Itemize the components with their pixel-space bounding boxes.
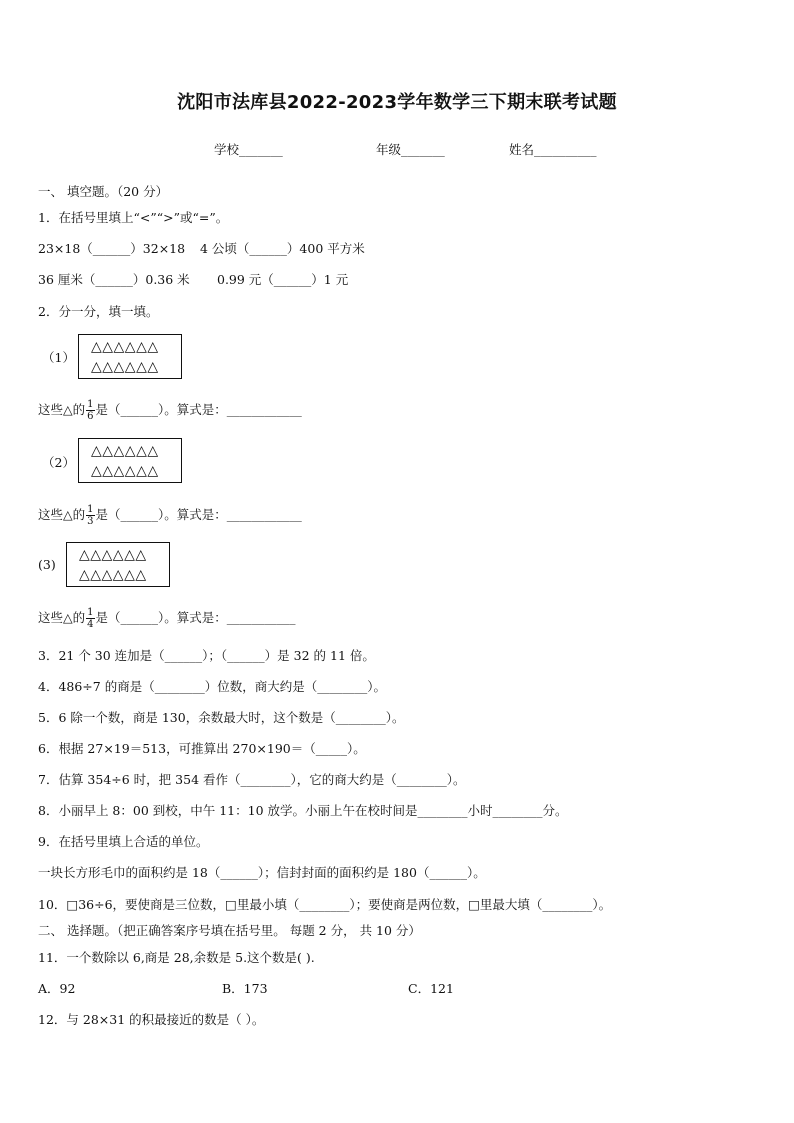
- triangle-box-3: [66, 542, 170, 587]
- part-3-question: [38, 607, 296, 630]
- part-3-label: (3): [38, 557, 56, 572]
- fraction-denominator: 3: [87, 516, 94, 527]
- fraction-suffix: 是（______）。算式是：___________: [95, 610, 296, 625]
- question-11-option-b: B．173: [222, 981, 268, 996]
- triangle-row: △△△△△△: [91, 463, 159, 479]
- school-field: 学校_______: [214, 142, 283, 157]
- question-8: 8．小丽早上 8：00 到校，中午 11：10 放学。小丽上午在校时间是________小时________分。: [38, 803, 568, 818]
- question-1-item-d: 0.99 元（______）1 元: [217, 272, 349, 287]
- part-1-label: （1）: [42, 350, 75, 365]
- question-7: 7．估算 354÷6 时，把 354 看作（________），它的商大约是（________）。: [38, 772, 466, 787]
- triangle-row: △△△△△△: [91, 443, 159, 459]
- triangle-row: △△△△△△: [91, 339, 159, 355]
- section-two-heading: 二、 选择题。（把正确答案序号填在括号里。 每题 2 分， 共 10 分）: [38, 923, 421, 938]
- fraction-denominator: 4: [87, 619, 94, 630]
- section-one-heading: 一、 填空题。（20 分）: [38, 184, 169, 199]
- triangle-box-2: [78, 438, 182, 483]
- question-12: 12．与 28×31 的积最接近的数是（ ）。: [38, 1012, 265, 1027]
- triangle-row: △△△△△△: [91, 359, 159, 375]
- fraction-numerator: 1: [87, 607, 94, 618]
- question-9-stem: 9．在括号里填上合适的单位。: [38, 834, 209, 849]
- triangle-box-1: [78, 334, 182, 379]
- question-5: 5．6 除一个数，商是 130，余数最大时，这个数是（________）。: [38, 710, 405, 725]
- fraction-numerator: 1: [87, 504, 94, 515]
- part-2-label: （2）: [42, 455, 75, 470]
- page-title: 沈阳市法库县2022-2023学年数学三下期末联考试题: [177, 92, 617, 113]
- fraction: [86, 607, 94, 630]
- question-1-item-b: 4 公顷（______）400 平方米: [200, 241, 365, 256]
- fraction-prefix: 这些△的: [38, 610, 86, 625]
- fraction-suffix: 是（______）。算式是：____________: [95, 402, 302, 417]
- question-2-stem: 2．分一分，填一填。: [38, 304, 159, 319]
- question-3: 3．21 个 30 连加是（______）；（______）是 32 的 11 倍。: [38, 648, 375, 663]
- question-11-stem: 11．一个数除以 6,商是 28,余数是 5.这个数是( ).: [38, 950, 315, 965]
- question-11-option-c: C．121: [408, 981, 454, 996]
- fraction: [86, 399, 94, 422]
- question-1-stem: 1．在括号里填上“<”“>”或“=”。: [38, 210, 229, 225]
- question-11-option-a: A．92: [38, 981, 76, 996]
- fraction: [86, 504, 94, 527]
- part-1-question: [38, 399, 302, 422]
- fraction-prefix: 这些△的: [38, 402, 86, 417]
- question-10: 10．□36÷6，要使商是三位数，□里最小填（________）；要使商是两位数，□里最大填（________）。: [38, 897, 612, 912]
- triangle-row: △△△△△△: [79, 567, 147, 583]
- question-6: 6．根据 27×19＝513，可推算出 270×190＝（_____）。: [38, 741, 366, 756]
- part-2-question: [38, 504, 302, 527]
- question-1-item-a: 23×18（______）32×18: [38, 241, 186, 256]
- fraction-numerator: 1: [87, 399, 94, 410]
- question-1-item-c: 36 厘米（______）0.36 米: [38, 272, 190, 287]
- question-9-line: 一块长方形毛巾的面积约是 18（______）；信封封面的面积约是 180（______）。: [38, 865, 486, 880]
- question-4: 4．486÷7 的商是（________）位数，商大约是（________）。: [38, 679, 386, 694]
- fraction-prefix: 这些△的: [38, 507, 86, 522]
- grade-field: 年级_______: [376, 142, 445, 157]
- name-field: 姓名__________: [509, 142, 597, 157]
- fraction-suffix: 是（______）。算式是：____________: [95, 507, 302, 522]
- triangle-row: △△△△△△: [79, 547, 147, 563]
- fraction-denominator: 6: [87, 411, 94, 422]
